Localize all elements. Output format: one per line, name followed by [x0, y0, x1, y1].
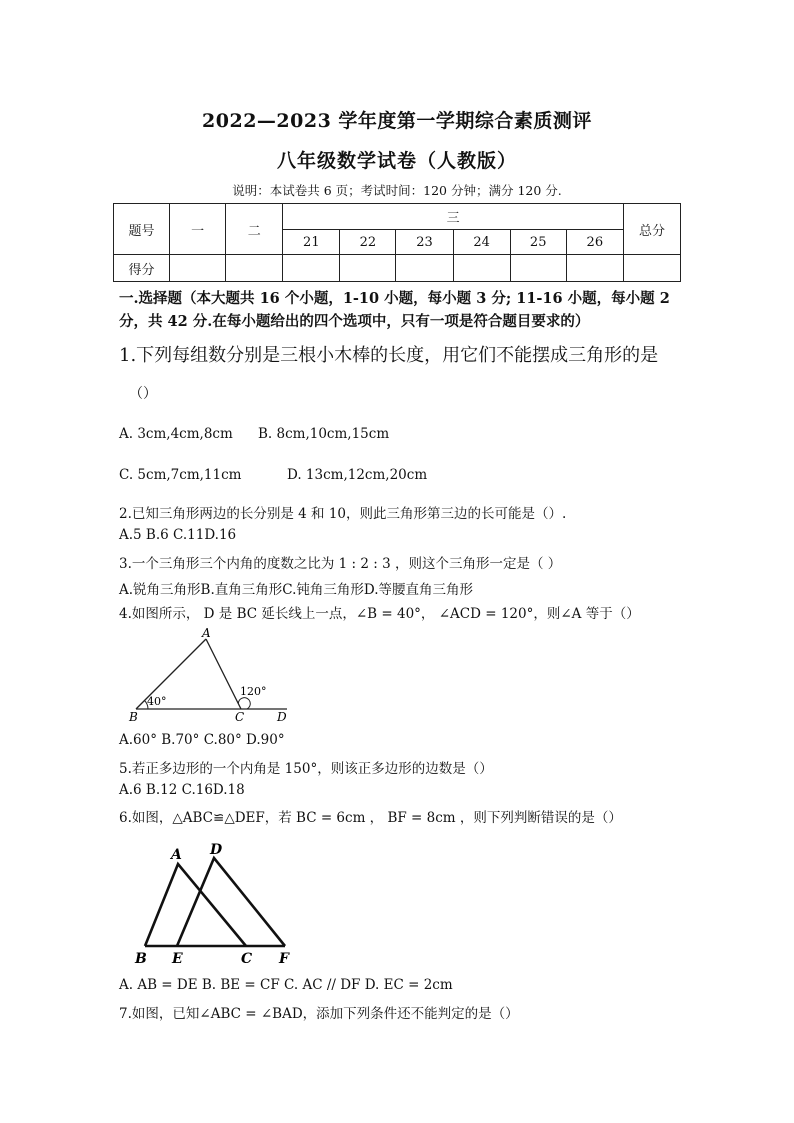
q6-triangle-def [177, 858, 285, 946]
header-q21: 21 [283, 230, 340, 255]
header-q26: 26 [566, 230, 623, 255]
q4-stem: 4.如图所示， D 是 BC 延长线上一点，∠B = 40°， ∠ACD = 120°，则∠A 等于（） [119, 606, 640, 622]
score-cell[interactable] [226, 255, 283, 282]
q6-options: A. AB = DE B. BE = CF C. AC // DF D. EC = 2cm [119, 977, 453, 993]
header-total: 总分 [623, 204, 680, 255]
header-part-1: 一 [170, 204, 226, 255]
q6-label-a: A [171, 847, 182, 863]
q4-label-b: B [129, 710, 138, 724]
q4-label-a: A [202, 626, 211, 640]
score-cell[interactable] [623, 255, 680, 282]
header-part-3: 三 [283, 204, 624, 230]
q6-stem: 6.如图，△ABC≌△DEF，若 BC = 6cm ， BF = 8cm ，则下列判断错误的是（） [119, 810, 622, 826]
score-cell[interactable] [396, 255, 453, 282]
q6-label-c: C [241, 951, 253, 967]
header-q23: 23 [396, 230, 453, 255]
exam-title: 2022—2023 学年度第一学期综合素质测评 [202, 110, 592, 132]
q4-angle-b-label: 40° [147, 695, 167, 708]
q4-side-ac [206, 639, 241, 709]
q5-stem: 5.若正多边形的一个内角是 150°，则该正多边形的边数是（） [119, 761, 493, 777]
q3-stem: 3.一个三角形三个内角的度数之比为 1 : 2 : 3 ，则这个三角形一定是（ ） [119, 556, 562, 572]
q6-label-b: B [135, 951, 147, 967]
q1-option-c: C. 5cm,7cm,11cm [119, 467, 242, 483]
q6-label-f: F [279, 951, 289, 967]
q4-triangle-figure [119, 625, 309, 725]
score-cell[interactable] [566, 255, 623, 282]
q4-angle-c-label: 120° [240, 685, 267, 698]
q1-option-d: D. 13cm,12cm,20cm [287, 467, 428, 483]
q2-stem: 2.已知三角形两边的长分别是 4 和 10，则此三角形第三边的长可能是（）. [119, 506, 567, 522]
q1-option-b: B. 8cm,10cm,15cm [258, 426, 390, 442]
q6-label-e: E [172, 951, 183, 967]
q6-label-d: D [210, 842, 223, 858]
q1-blank: （） [129, 386, 157, 402]
exam-instructions: 说明：本试卷共 6 页；考试时间：120 分钟；满分 120 分. [232, 183, 562, 198]
q6-triangles-figure [125, 838, 305, 970]
section-heading: 一.选择题（本大题共 16 个小题，1-10 小题，每小题 3 分; 11-16 小题，每小题 2 分，共 42 分.在每小题给出的四个选项中，只有一项是符合题目要求的） [119, 290, 670, 330]
header-q22: 22 [340, 230, 396, 255]
score-cell[interactable] [283, 255, 340, 282]
q4-label-c: C [235, 710, 245, 724]
q1-stem: 1.下列每组数分别是三根小木棒的长度，用它们不能摆成三角形的是 [119, 345, 659, 366]
score-cell[interactable] [453, 255, 510, 282]
q5-options: A.6 B.12 C.16D.18 [119, 782, 245, 798]
header-q25: 25 [510, 230, 566, 255]
score-table [113, 203, 681, 282]
score-cell[interactable] [510, 255, 566, 282]
exam-subtitle: 八年级数学试卷（人教版） [276, 150, 517, 172]
score-cell[interactable] [170, 255, 226, 282]
q4-label-d: D [277, 710, 287, 724]
q7-stem: 7.如图，已知∠ABC = ∠BAD，添加下列条件还不能判定的是（） [119, 1006, 519, 1022]
score-cell[interactable] [340, 255, 396, 282]
q1-option-a: A. 3cm,4cm,8cm [119, 426, 233, 442]
row-label-score: 得分 [114, 255, 170, 282]
header-q24: 24 [453, 230, 510, 255]
header-part-2: 二 [226, 204, 283, 255]
q2-options: A.5 B.6 C.11D.16 [119, 527, 237, 543]
q4-options: A.60° B.70° C.80° D.90° [119, 732, 285, 748]
q3-options: A.锐角三角形B.直角三角形C.钝角三角形D.等腰直角三角形 [119, 582, 474, 598]
header-question-no: 题号 [114, 204, 170, 255]
